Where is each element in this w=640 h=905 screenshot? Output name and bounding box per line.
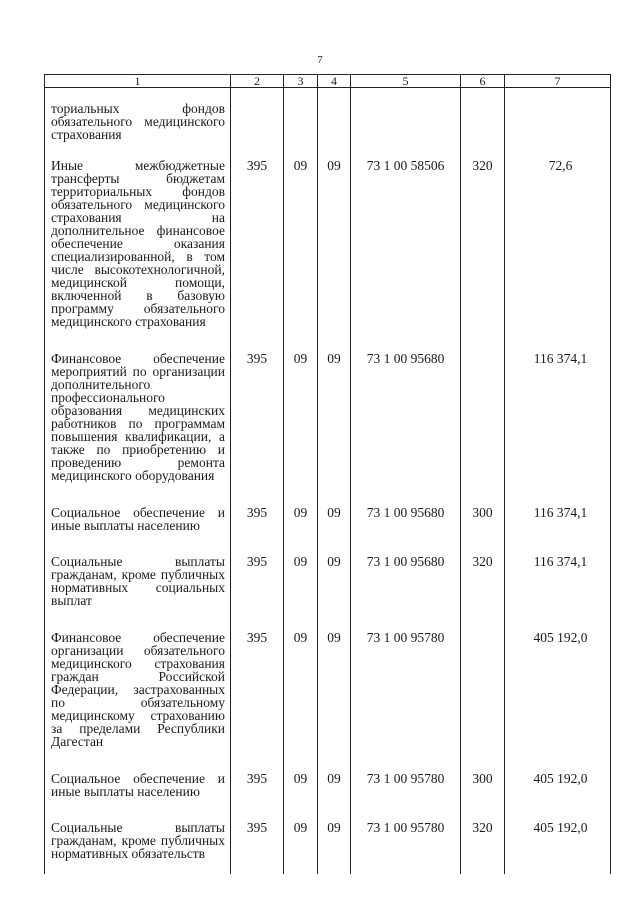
- cell-amount: 116 374,1: [505, 545, 611, 621]
- cell-subsection: 09: [318, 762, 351, 811]
- cell-expense-type: 320: [461, 545, 505, 621]
- cell-target-item: 73 1 00 95680: [351, 342, 461, 496]
- cell-ministry-code: 395: [231, 342, 284, 496]
- table-row: [45, 342, 611, 496]
- table-row: [45, 762, 611, 811]
- column-header-2: 2: [231, 75, 284, 88]
- cell-expense-type: 300: [461, 762, 505, 811]
- cell-subsection: 09: [318, 811, 351, 874]
- cell-target-item: 73 1 00 95780: [351, 762, 461, 811]
- cell-amount: 116 374,1: [505, 496, 611, 545]
- cell-ministry-code: 395: [231, 149, 284, 342]
- cell-section: 09: [284, 342, 318, 496]
- cell-amount: 405 192,0: [505, 811, 611, 874]
- cell-expense-type: [461, 621, 505, 762]
- cell-amount: 405 192,0: [505, 762, 611, 811]
- table-row: [45, 88, 611, 150]
- cell-target-item: [351, 88, 461, 150]
- column-header-1: 1: [45, 75, 231, 88]
- cell-section: 09: [284, 811, 318, 874]
- cell-expense-type: 300: [461, 496, 505, 545]
- table-row: [45, 149, 611, 342]
- row-description: Социальные выплаты гражданам, кроме публичных нормативных социальных выплат: [45, 545, 231, 621]
- column-header-6: 6: [461, 75, 505, 88]
- cell-target-item: 73 1 00 58506: [351, 149, 461, 342]
- cell-ministry-code: 395: [231, 545, 284, 621]
- cell-ministry-code: 395: [231, 621, 284, 762]
- cell-subsection: 09: [318, 545, 351, 621]
- row-description: Финансовое обеспечение организации обязательного медицинского страхования граждан Российской Федерации, застрахованных по обязательному медицинскому страхованию за пределами Республики Дагестан: [45, 621, 231, 762]
- cell-ministry-code: 395: [231, 811, 284, 874]
- cell-section: 09: [284, 545, 318, 621]
- budget-table: [44, 74, 611, 874]
- cell-subsection: 09: [318, 149, 351, 342]
- cell-expense-type: 320: [461, 811, 505, 874]
- column-header-7: 7: [505, 75, 611, 88]
- cell-ministry-code: 395: [231, 762, 284, 811]
- cell-ministry-code: 395: [231, 496, 284, 545]
- cell-section: 09: [284, 496, 318, 545]
- cell-expense-type: [461, 342, 505, 496]
- row-description: Финансовое обеспечение мероприятий по организации дополнительного профессионального образования медицинских работников по программам повышения квалификации, а также по приобретению и проведению ремонта медицинского оборудования: [45, 342, 231, 496]
- column-header-3: 3: [284, 75, 318, 88]
- cell-section: 09: [284, 621, 318, 762]
- cell-subsection: 09: [318, 496, 351, 545]
- cell-amount: 72,6: [505, 149, 611, 342]
- row-description: Социальное обеспечение и иные выплаты населению: [45, 496, 231, 545]
- page-number: 7: [317, 54, 323, 66]
- table-row: [45, 811, 611, 874]
- cell-section: 09: [284, 149, 318, 342]
- cell-subsection: 09: [318, 621, 351, 762]
- table-header-row: [45, 75, 611, 88]
- cell-section: 09: [284, 762, 318, 811]
- cell-target-item: 73 1 00 95780: [351, 811, 461, 874]
- row-description: Социальные выплаты гражданам, кроме публичных нормативных обязательств: [45, 811, 231, 874]
- cell-ministry-code: [231, 88, 284, 150]
- cell-target-item: 73 1 00 95680: [351, 545, 461, 621]
- cell-target-item: 73 1 00 95780: [351, 621, 461, 762]
- cell-section: [284, 88, 318, 150]
- column-header-4: 4: [318, 75, 351, 88]
- cell-subsection: [318, 88, 351, 150]
- cell-expense-type: [461, 88, 505, 150]
- row-description: Социальное обеспечение и иные выплаты населению: [45, 762, 231, 811]
- cell-amount: 405 192,0: [505, 621, 611, 762]
- table-row: [45, 545, 611, 621]
- cell-target-item: 73 1 00 95680: [351, 496, 461, 545]
- table-row: [45, 496, 611, 545]
- column-header-5: 5: [351, 75, 461, 88]
- cell-amount: [505, 88, 611, 150]
- row-description: ториальных фондов обязательного медицинского страхования: [45, 88, 231, 150]
- cell-expense-type: 320: [461, 149, 505, 342]
- cell-amount: 116 374,1: [505, 342, 611, 496]
- table-row: [45, 621, 611, 762]
- row-description: Иные межбюджетные трансферты бюджетам территориальных фондов обязательного медицинского страхования на дополнительное финансовое обеспечение оказания специализированной, в том числе высокотехнологичной, медицинской помощи, включенной в базовую программу обязательного медицинского страхования: [45, 149, 231, 342]
- cell-subsection: 09: [318, 342, 351, 496]
